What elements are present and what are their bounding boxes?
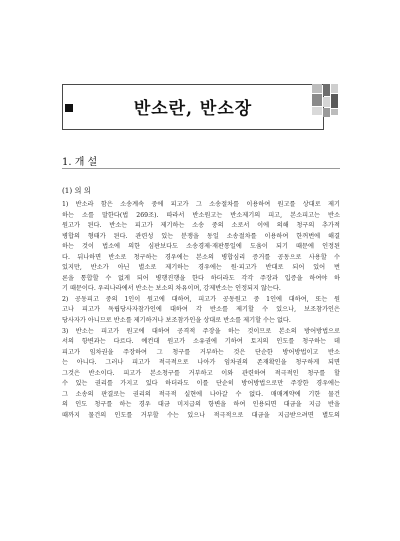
page-title: 반소란, 반소장 xyxy=(133,99,253,119)
section-divider xyxy=(62,168,340,169)
text-line: 병합의 형태가 된다. 관련성 있는 분쟁을 동일 소송절차를 이용하여 한꺼번에 해결 xyxy=(62,232,340,240)
text-line: 그 소송의 판결로는 권리의 적극적 실현에 나아갈 수 없다. 매매계약에 기한 물건 xyxy=(62,390,340,398)
text-line: 다. 뒤나하면 반소로 청구하는 경우에는 본소의 병합심리 증거를 공동으로 사용할 수 xyxy=(62,253,340,261)
text-line: 당사자가 아니므로 반소를 제기하거나 보조참가인을 상대로 반소를 제기할 수는 없다. xyxy=(62,317,291,325)
text-line: 론을 통합할 수 없게 되어 병행진행을 한다 하더라도 각각 주장과 입증을 하여야 하 xyxy=(62,274,340,282)
paragraph-2 xyxy=(62,295,340,327)
text-line: 1) 반소라 함은 소송계속 중에 피고가 그 소송절차를 이용하여 원고를 상대로 제기 xyxy=(62,201,340,208)
text-line: 때까지 물건의 인도를 거부할 수는 있으나 적극적으로 대금을 지급받으려면 별도의 xyxy=(62,411,340,419)
section-heading: 1. 개 설 xyxy=(62,157,98,168)
text-line: 그것은 반소이다. 피고가 본소청구를 거부하고 이와 관련하여 적극적인 청구를 할 xyxy=(62,369,340,377)
text-line: 서의 항변과는 다르다. 예컨대 원고가 소유권에 기하여 토지의 인도를 청구하는 데 xyxy=(62,338,340,346)
text-line: 피고가 임차권을 주장하여 그 청구를 거부하는 것은 단순한 방어방법이고 반소 xyxy=(62,348,340,356)
text-line: 2) 공동피고 중의 1인이 원고에 대하여, 피고가 공동원고 중 1인에 대하여, 또는 원 xyxy=(62,295,340,303)
paragraph-1 xyxy=(62,200,340,295)
paragraph-3 xyxy=(62,327,340,422)
text-line: 3) 반소는 피고가 원고에 대하여 공격적 주장을 하는 것이므로 본소의 방어방법으로 xyxy=(62,327,340,335)
decorative-bars-icon xyxy=(312,84,338,124)
text-line: 수 있는 권리를 가지고 있다 하더라도 이를 단순히 방어방법으로만 주장한 경우에는 xyxy=(62,380,340,388)
text-line: 하는 것이 법소에 의한 심판보다도 소송경제·재판통일에 도움이 되기 때문에 인정된 xyxy=(62,243,340,251)
body-text xyxy=(62,200,340,421)
text-line: 하는 소를 말한다(법 269조). 따라서 반소원고는 반소제기의 피고, 본소피고는 반소 xyxy=(62,211,340,219)
text-line: 의 인도 청구를 하는 경우 대금 미지급의 항변을 하여 인용되면 대금을 지급 반을 xyxy=(62,401,340,409)
text-line: 는 아니다. 그러나 피고가 적극적으로 나아가 임차권의 존재확인을 청구하게 되면 xyxy=(62,359,340,367)
subsection-heading: (1) 의 의 xyxy=(62,186,91,195)
text-line: 기 때문이다. 우리나라에서 반소는 보소의 차유이며, 강제반소는 인정되지 않는다. xyxy=(62,285,281,293)
title-box xyxy=(62,84,324,130)
text-line: 원고가 된다. 반소는 피고가 제기하는 소송 중의 소로서 이에 의해 청구의 추가적 xyxy=(62,222,340,230)
text-line: 있지만, 반소가 아닌 별소로 제기하는 경우에는 원·피고가 반대로 되어 있어 번 xyxy=(62,264,340,272)
text-line: 고나 피고가 독립당사자참가인에 대하여 각 반소를 제기할 수 있으나, 보조참가인은 xyxy=(62,306,340,314)
